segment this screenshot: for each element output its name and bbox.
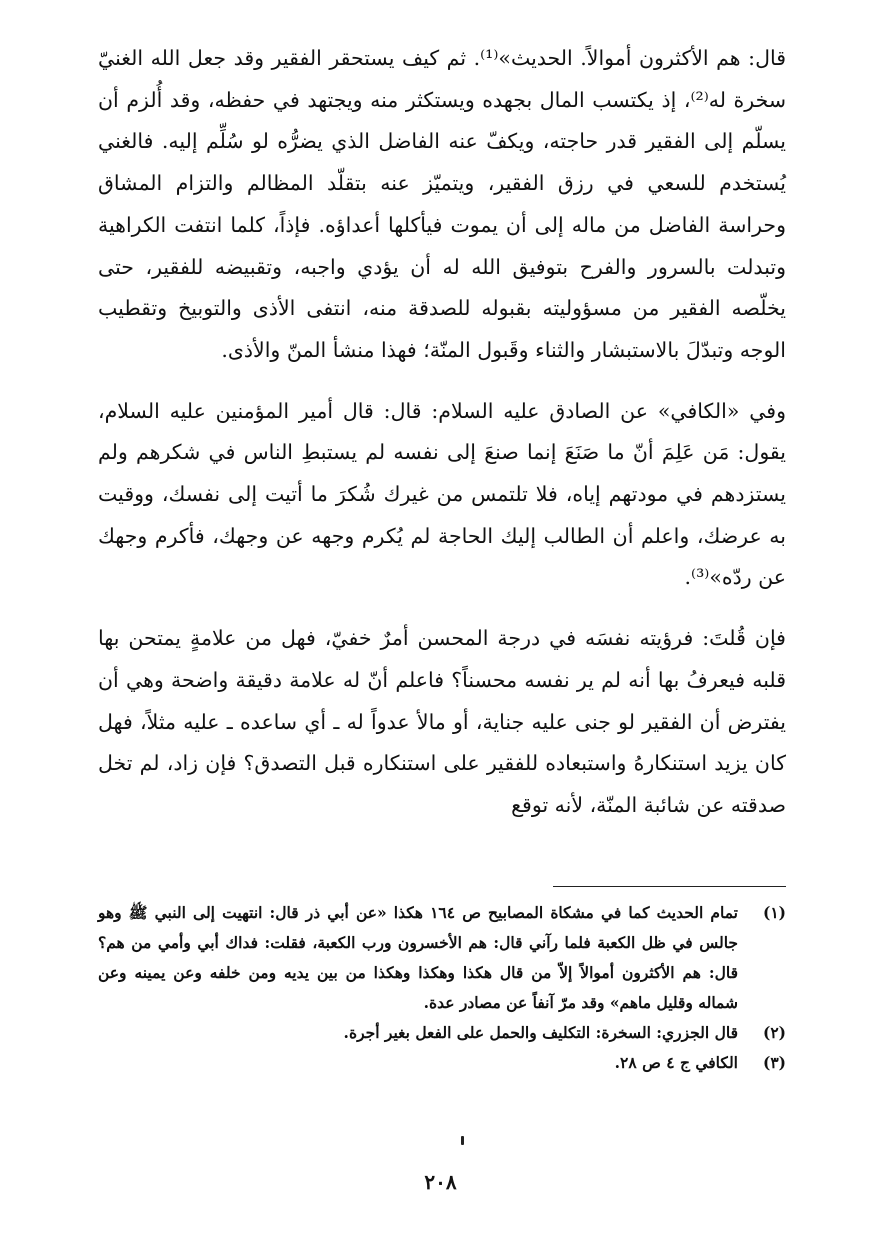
footnote-3 bbox=[98, 1048, 786, 1078]
footnote-separator bbox=[553, 886, 786, 887]
ink-mark bbox=[461, 1136, 464, 1145]
main-text bbox=[98, 38, 786, 827]
footnote-text: قال الجزري: السخرة: التكليف والحمل على الفعل بغير أجرة. bbox=[343, 1023, 738, 1042]
footnote-text: الكافي ج ٤ ص ٢٨. bbox=[614, 1053, 738, 1072]
page-number: ٢٠٨ bbox=[424, 1170, 457, 1194]
footnote-text: تمام الحديث كما في مشكاة المصابيح ص ١٦٤ هكذا «عن أبي ذر قال: انتهيت إلى النبي ﷺ وهو جالس في ظل الكعبة فلما رآني قال: هم الأخسرون ورب الكعبة، فقلت: فداك أبي وأمي من هم؟ قال: هم الأكثرون أموالاً إلاّ من قال هكذا وهكذا وهكذا من بين يديه ومن خلفه وعن يمينه وعن شماله وقليل ماهم» وقد مرّ آنفاً عن مصادر عدة. bbox=[98, 903, 738, 1012]
footnote-number: (٢) bbox=[762, 1023, 786, 1042]
footnote-1 bbox=[98, 898, 786, 1018]
footnotes bbox=[98, 898, 786, 1078]
paragraph-1: قال: هم الأكثرون أموالاً. الحديث»⁽¹⁾. ثم كيف يستحقر الفقير وقد جعل الله الغنيّ سخرة له⁽²⁾، إذ يكتسب المال بجهده ويستكثر منه ويجتهد في حفظه، وقد أُلزم أن يسلّم إلى الفقير قدر حاجته، ويكفّ عنه الفاضل الذي يضرُّه لو سُلِّم إليه. فالغني يُستخدم للسعي في رزق الفقير، ويتميّز عنه بتقلّد المظالم والتزام المشاق وحراسة الفاضل من ماله إلى أن يموت فيأكلها أعداؤه. فإذاً، كلما انتفت الكراهية وتبدلت بالسرور والفرح بتوفيق الله له أن يؤدي واجبه، وتقبيضه للفقير، حتى يخلّصه الفقير من مسؤوليته بقبوله للصدقة منه، انتفى الأذى والتوبيخ وتقطيب الوجه وتبدّلَ بالاستبشار والثناء وقَبول المنّة؛ فهذا منشأ المنّ والأذى. bbox=[98, 46, 787, 362]
footnote-number: (٣) bbox=[762, 1053, 786, 1072]
footnote-number: (١) bbox=[762, 903, 786, 922]
paragraph-3: فإن قُلتَ: فرؤيته نفسَه في درجة المحسن أمرٌ خفيّ، فهل من علامةٍ يمتحن بها قلبه فيعرفُ بها أنه لم ير نفسه محسناً؟ فاعلم أنّ له علامة دقيقة واضحة وهي أن يفترض أن الفقير لو جنى عليه جناية، أو مالأ عدواً له ـ أي ساعده ـ عليه مثلاً، فهل كان يزيد استنكارهُ واستبعاده للفقير على استنكاره قبل التصدق؟ فإن زاد، لم تخل صدقته عن شائبة المنّة، لأنه توقع bbox=[98, 626, 786, 817]
paragraph-2: وفي «الكافي» عن الصادق عليه السلام: قال: قال أمير المؤمنين عليه السلام، يقول: مَن عَلِمَ أنّ ما صَنَعَ إنما صنعَ إلى نفسه لم يستبطِ الناس في شكرهم ولم يستزدهم في مودتهم إياه، فلا تلتمس من غيرك شُكرَ ما أتيت إلى نفسك، ووقيت به عرضك، واعلم أن الطالب إليك الحاجة لم يُكرم وجهه عن وجهك، فأكرم وجهك عن ردّه»⁽³⁾. bbox=[98, 398, 786, 590]
footnote-2 bbox=[98, 1018, 786, 1048]
